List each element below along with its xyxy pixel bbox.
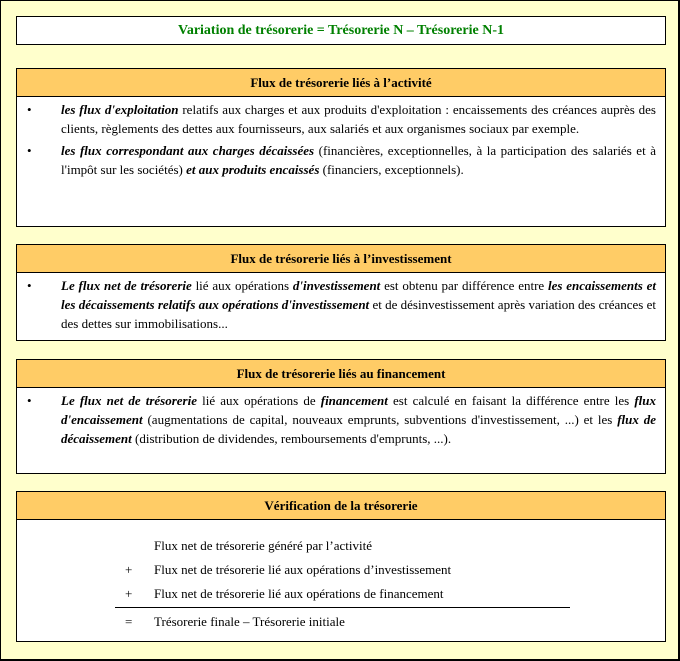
body-text: et de désinvestissement après variation des créances et des dettes sur immobilisations... [61,297,657,331]
section-heading: Flux de trésorerie liés à l’investissement [17,245,665,273]
verification-body [17,520,665,642]
verification-row [17,534,665,558]
section-heading: Flux de trésorerie liés au financement [17,360,665,388]
body-text: (augmentations de capital, nouveaux emprunts, subventions d'investissement, ...) et les [142,412,618,427]
body-text: est calculé en faisant la différence entre les [387,393,635,408]
body-text: est obtenu par différence entre [380,278,548,293]
section-body [17,97,665,183]
section-verification [16,491,666,642]
section-heading: Flux de trésorerie liés à l’activité [17,69,665,97]
body-text: relatifs aux charges et aux produits d'exploitation : encaissements des créances auprès des clients, règlements des dettes aux fournisseurs, aux salariés et aux organismes sociaux par exemple. [61,102,656,136]
body-text: (distribution de dividendes, remboursements d'emprunts, ...). [131,431,452,446]
section-heading: Vérification de la trésorerie [17,492,665,520]
operator-sign [17,534,154,558]
equals-sign: = [125,614,133,629]
emphasized-term: les encaissements et les décaissements relatifs aux opérations d'investissement [61,278,656,312]
emphasized-term: Le flux net de trésorerie [61,278,192,293]
section-investment [16,244,666,341]
emphasized-term: d'investissement [292,278,381,293]
verification-row [17,582,665,606]
bullet-list [24,100,656,179]
section-activity [16,68,666,227]
bullet-icon: • [27,102,32,117]
plus-sign: + [125,586,133,601]
verification-result-row [17,610,665,634]
body-text: lié aux opérations [191,278,293,293]
bullet-list [24,391,656,448]
section-body [17,388,665,452]
emphasized-term: les flux correspondant aux charges décaissées [61,143,315,158]
section-body [17,273,665,337]
emphasized-term: les flux d'exploitation [61,102,179,117]
verification-line: Flux net de trésorerie généré par l’activité [154,538,373,553]
verification-line: Flux net de trésorerie lié aux opérations de financement [154,586,444,601]
bullet-icon: • [27,143,32,158]
plus-sign: + [125,562,133,577]
verification-line: Flux net de trésorerie lié aux opérations d’investissement [154,562,452,577]
emphasized-term: flux de décaissement [61,412,656,446]
body-text: (financières, exceptionnelles, à la participation des salariés et à l'impôt sur les sociétés) [61,143,656,177]
sum-divider [115,607,570,608]
verification-result: Trésorerie finale – Trésorerie initiale [154,614,345,629]
bullet-item [24,391,656,448]
bullet-item [24,100,656,138]
bullet-list [24,276,656,333]
formula-title-box [16,16,666,45]
formula-title: Variation de trésorerie = Trésorerie N – Trésorerie N-1 [178,23,504,38]
section-financing [16,359,666,474]
emphasized-term: et aux produits encaissés [186,162,320,177]
bullet-item [24,141,656,179]
emphasized-term: financement [320,393,388,408]
emphasized-term: Le flux net de trésorerie [61,393,197,408]
emphasized-term: flux d'encaissement [61,393,656,427]
verification-row [17,558,665,582]
bullet-item [24,276,656,333]
bullet-icon: • [27,278,32,293]
body-text: (financiers, exceptionnels). [319,162,464,177]
bullet-icon: • [27,393,32,408]
body-text: lié aux opérations de [196,393,321,408]
